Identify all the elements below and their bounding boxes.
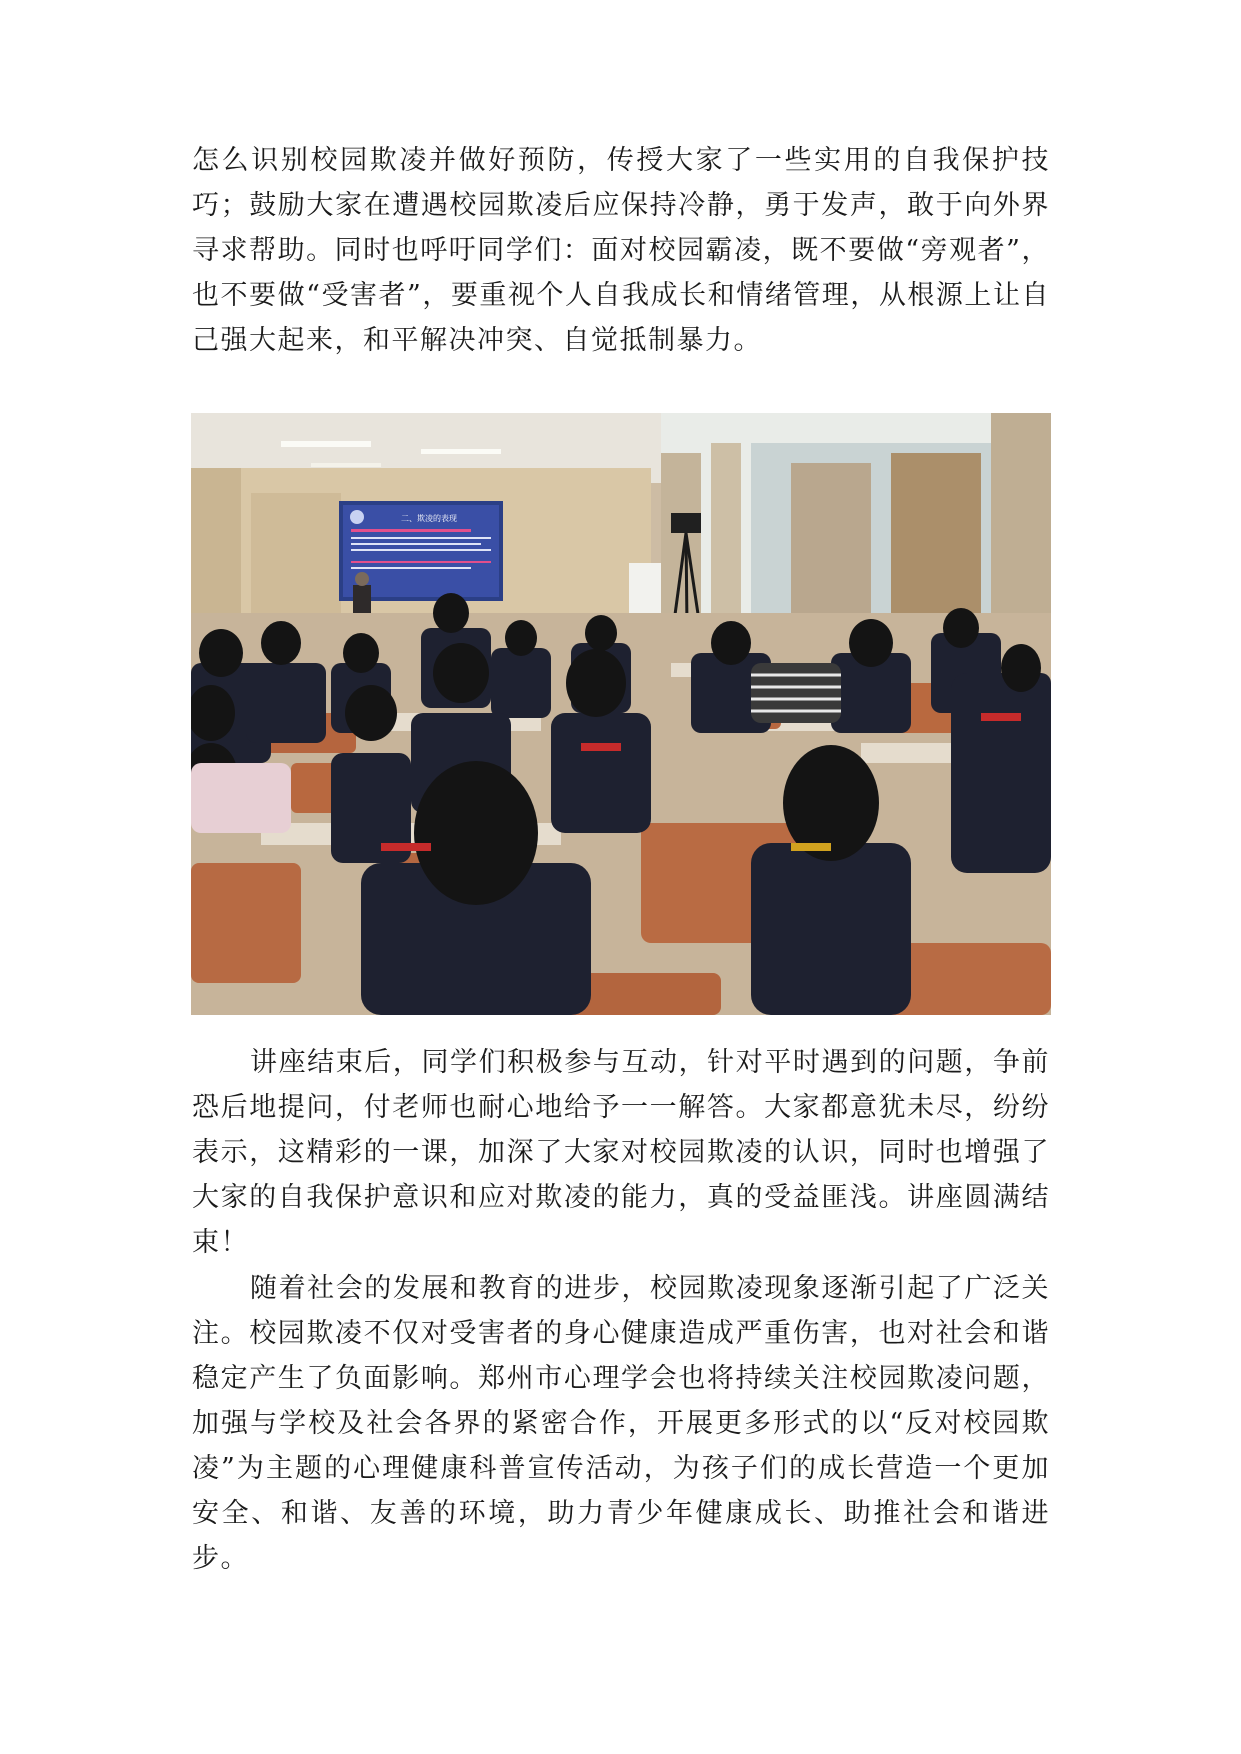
slide-title: 二、欺凌的表现 (401, 514, 457, 523)
lecture-photo (191, 413, 1051, 1015)
paragraph-1: 怎么识别校园欺凌并做好预防，传授大家了一些实用的自我保护技巧；鼓励大家在遭遇校园欺凌后应保持冷静，勇于发声，敢于向外界寻求帮助。同时也呼吁同学们：面对校园霸凌，既不要做“旁观者”，也不要做“受害者”，要重视个人自我成长和情绪管理，从根源上让自己强大起来，和平解决冲突、自觉抵制暴力。 (192, 145, 1050, 356)
paragraph-3: 随着社会的发展和教育的进步，校园欺凌现象逐渐引起了广泛关注。校园欺凌不仅对受害者的身心健康造成严重伤害，也对社会和谐稳定产生了负面影响。郑州市心理学会也将持续关注校园欺凌问题，加强与学校及社会各界的紧密合作，开展更多形式的以“反对校园欺凌”为主题的心理健康科普宣传活动，为孩子们的成长营造一个更加安全、和谐、友善的环境，助力青少年健康成长、助推社会和谐进步。 (192, 1273, 1050, 1574)
paragraph-2: 讲座结束后，同学们积极参与互动，针对平时遇到的问题，争前恐后地提问，付老师也耐心地给予一一解答。大家都意犹未尽，纷纷表示，这精彩的一课，加深了大家对校园欺凌的认识，同时也增强了大家的自我保护意识和应对欺凌的能力，真的受益匪浅。讲座圆满结束！ (192, 1047, 1050, 1258)
